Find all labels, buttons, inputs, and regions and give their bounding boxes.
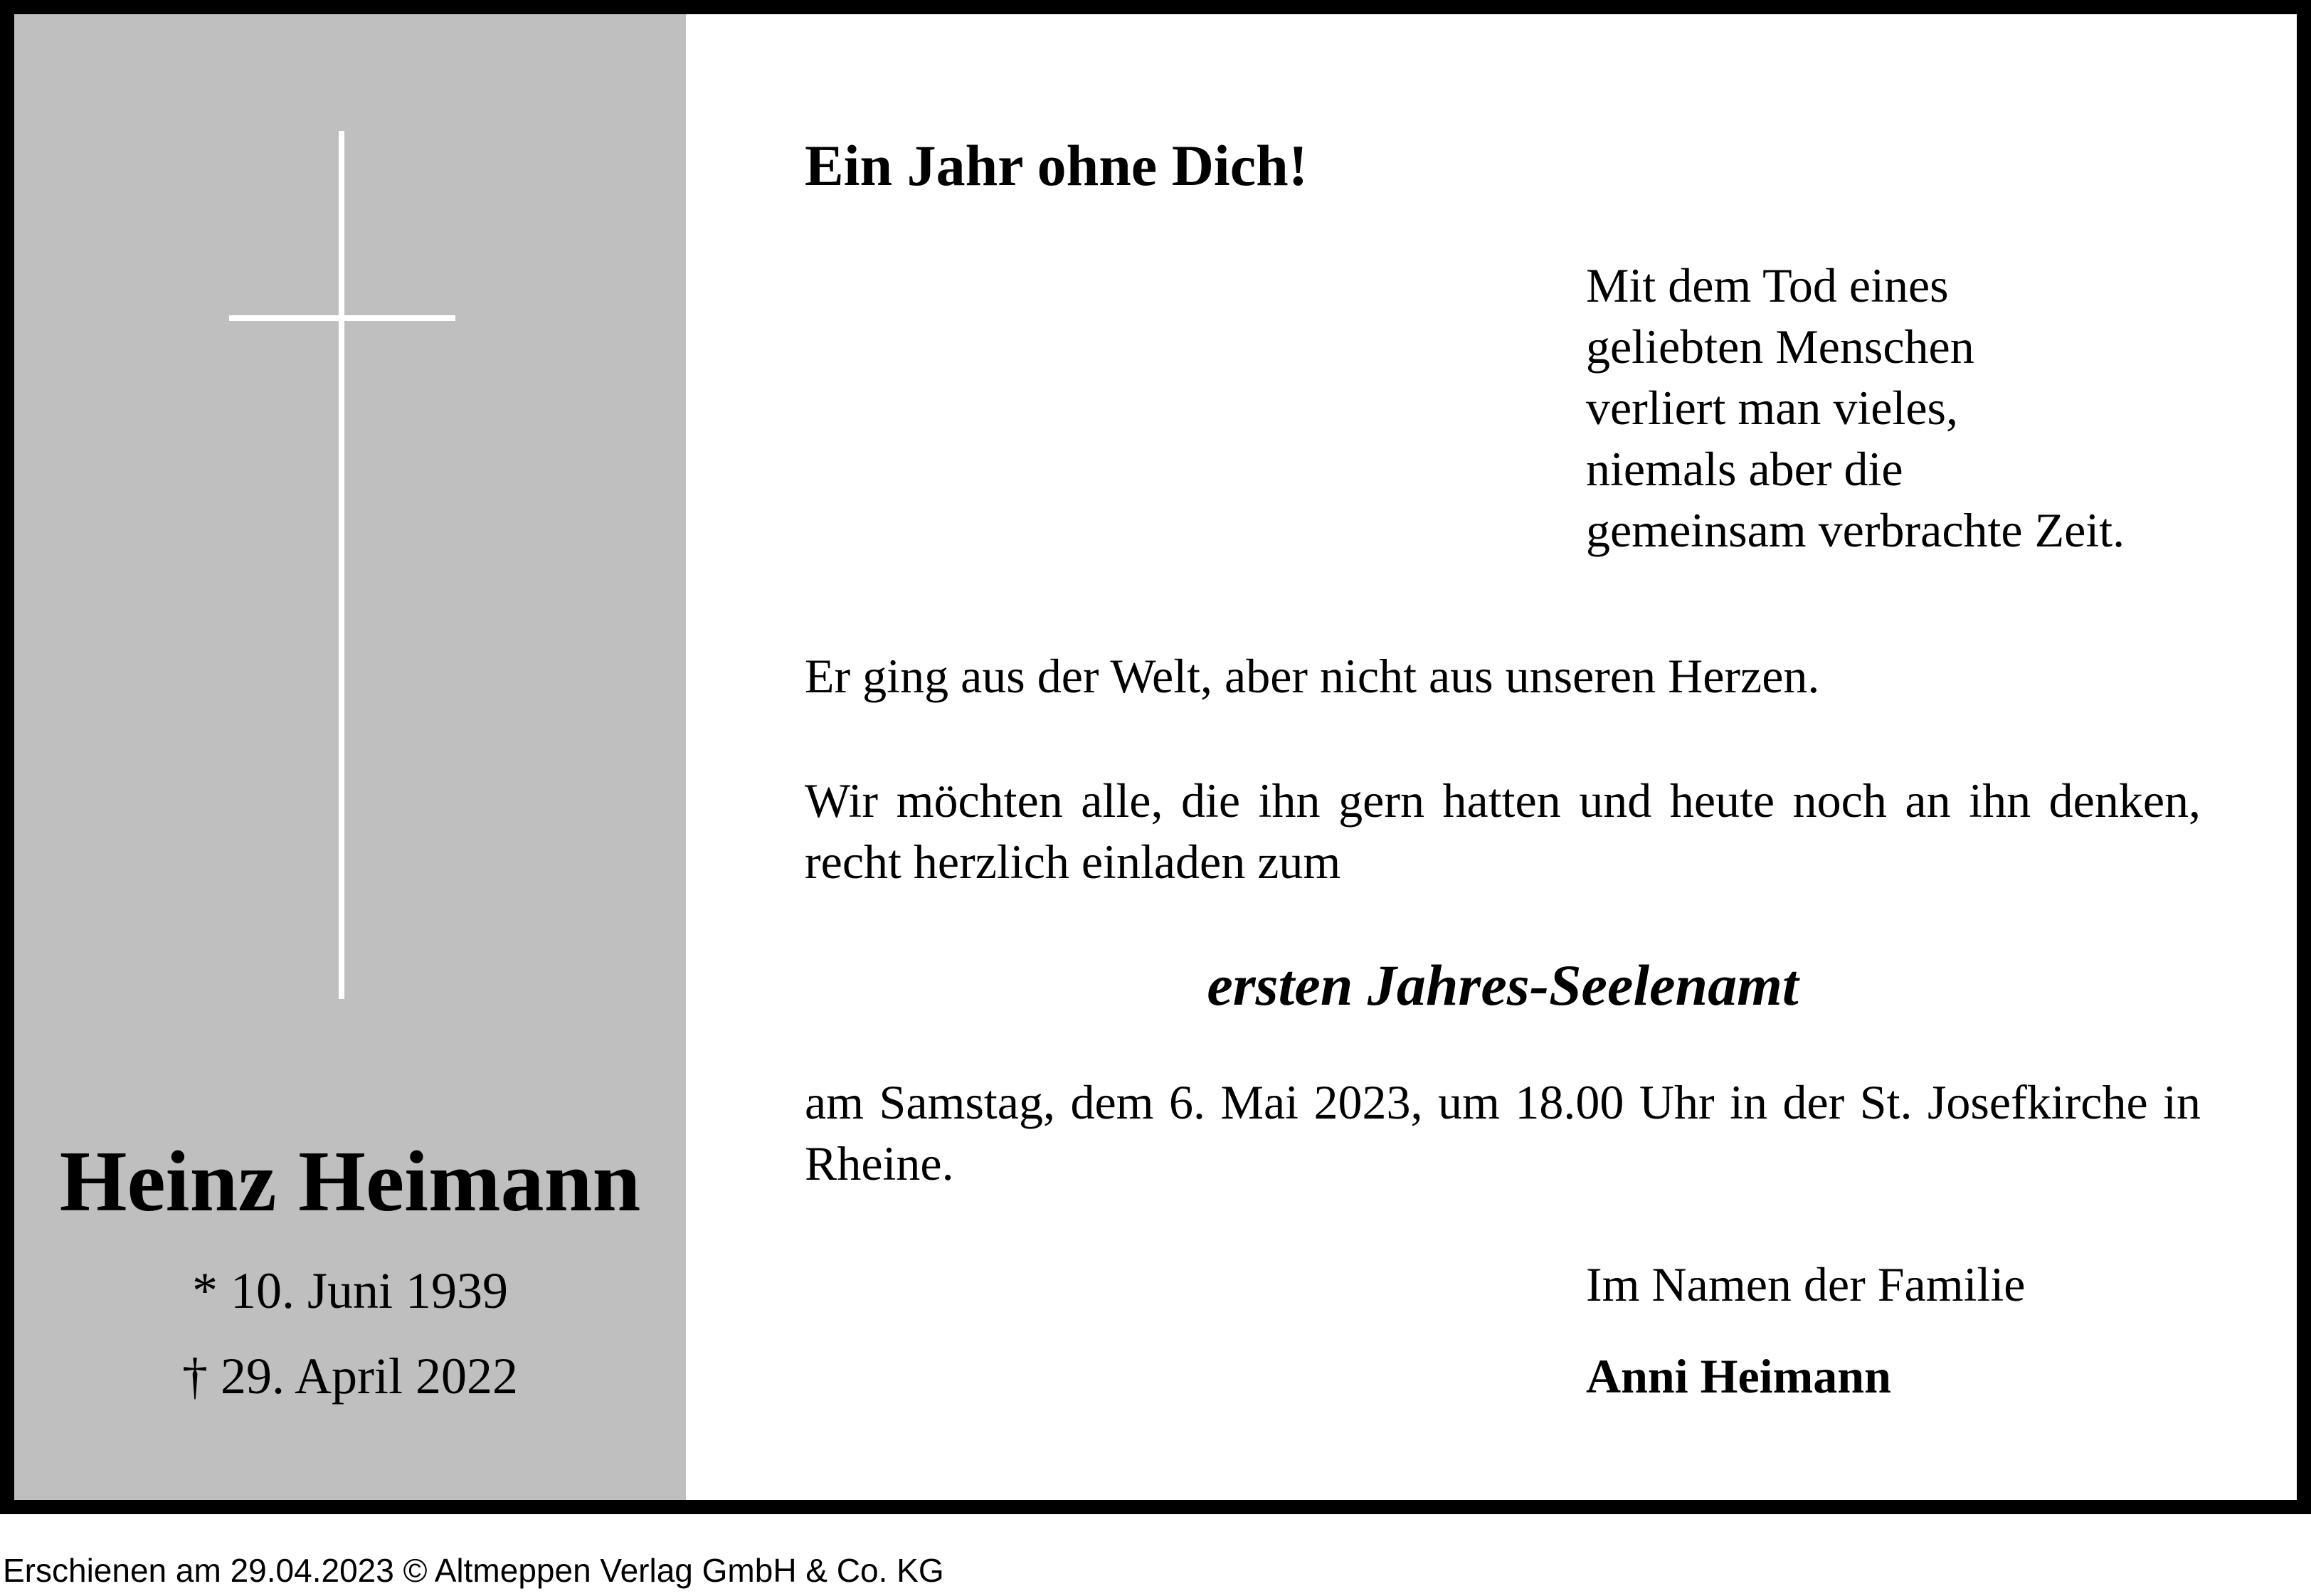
poem-line: Mit dem Tod eines (1586, 258, 1949, 312)
birth-date: * 10. Juni 1939 (191, 1262, 509, 1319)
signature-name: Anni Heimann (1586, 1349, 1891, 1403)
memorial-panel (14, 14, 686, 1500)
publication-footer: Erschienen am 29.04.2023 © Altmeppen Verlag GmbH & Co. KG (3, 1552, 944, 1589)
cross-icon (339, 131, 344, 999)
notice-heading: Ein Jahr ohne Dich! (805, 133, 1308, 198)
cross-icon-bar (229, 315, 455, 321)
poem-line: gemeinsam verbrachte Zeit. (1586, 503, 2125, 557)
poem-line: geliebten Menschen (1586, 319, 1974, 374)
memorial-poem (1586, 255, 2125, 561)
poem-line: verliert man vieles, (1586, 381, 1959, 435)
paragraph-invitation: Wir möchten alle, die ihn gern hatten und heute noch an ihn denken, recht herzlich einladen zum (805, 773, 2201, 889)
poem-line: niemals aber die (1586, 442, 1903, 496)
paragraph-remembrance: Er ging aus der Welt, aber nicht aus unseren Herzen. (805, 649, 1820, 703)
deceased-name: Heinz Heimann (59, 1133, 641, 1230)
paragraph-event-details: am Samstag, dem 6. Mai 2023, um 18.00 Uhr in der St. Josefkirche in Rheine. (805, 1075, 2201, 1190)
signature-label: Im Namen der Familie (1586, 1257, 2026, 1311)
death-date: † 29. April 2022 (181, 1348, 518, 1405)
event-title: ersten Jahres-Seelenamt (1207, 953, 1799, 1018)
